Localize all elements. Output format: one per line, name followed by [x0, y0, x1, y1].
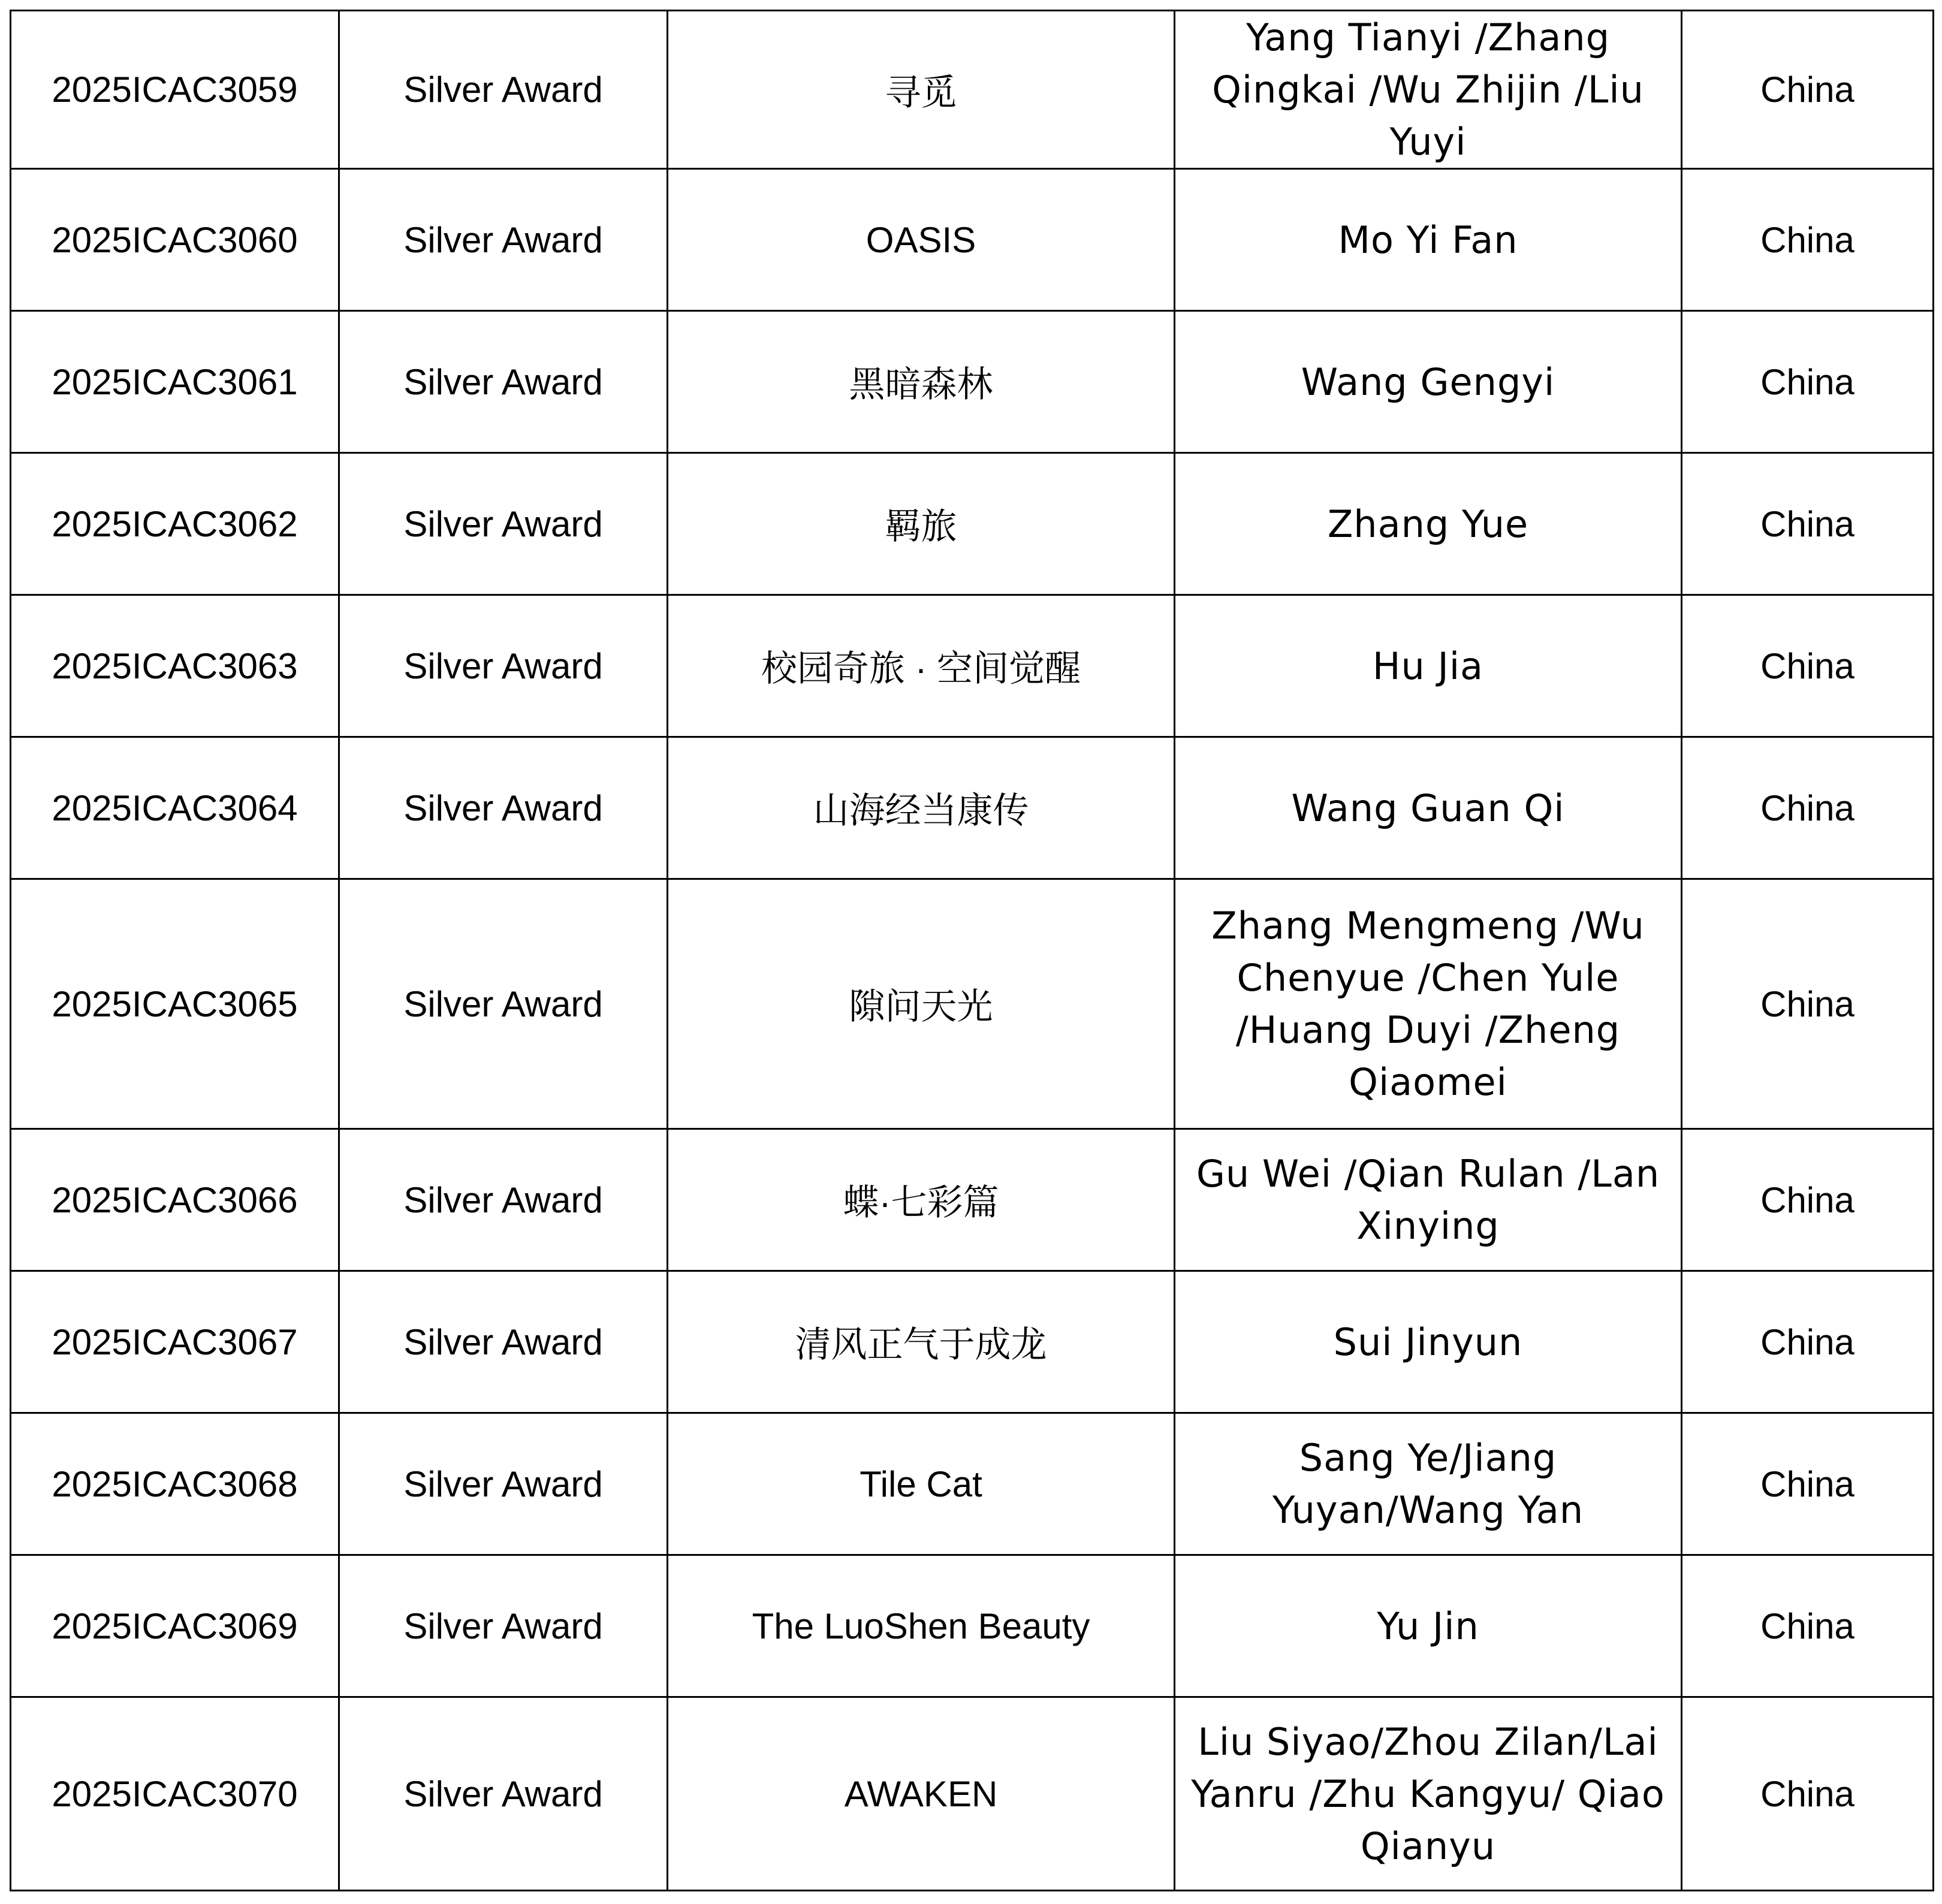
award-level: Silver Award: [339, 311, 668, 453]
authors: Mo Yi Fan: [1175, 169, 1682, 311]
award-level: Silver Award: [339, 595, 668, 737]
award-level: Silver Award: [339, 1697, 668, 1891]
award-level: Silver Award: [339, 1555, 668, 1697]
entry-id: 2025ICAC3067: [11, 1271, 339, 1413]
country: China: [1682, 11, 1934, 169]
awards-table-container: [10, 10, 1934, 1891]
award-level: Silver Award: [339, 1413, 668, 1555]
entry-id: 2025ICAC3068: [11, 1413, 339, 1555]
entry-id: 2025ICAC3063: [11, 595, 339, 737]
entry-id: 2025ICAC3065: [11, 879, 339, 1129]
table-row: [11, 1413, 1934, 1555]
country: China: [1682, 737, 1934, 879]
authors: Zhang Mengmeng /Wu Chenyue /Chen Yule /Huang Duyi /Zheng Qiaomei: [1175, 879, 1682, 1129]
country: China: [1682, 1413, 1934, 1555]
award-level: Silver Award: [339, 879, 668, 1129]
country: China: [1682, 1271, 1934, 1413]
authors: Sang Ye/Jiang Yuyan/Wang Yan: [1175, 1413, 1682, 1555]
work-title: 黑暗森林: [668, 311, 1175, 453]
entry-id: 2025ICAC3069: [11, 1555, 339, 1697]
entry-id: 2025ICAC3059: [11, 11, 339, 169]
work-title: AWAKEN: [668, 1697, 1175, 1891]
award-level: Silver Award: [339, 737, 668, 879]
authors: Sui Jinyun: [1175, 1271, 1682, 1413]
entry-id: 2025ICAC3064: [11, 737, 339, 879]
table-row: [11, 1271, 1934, 1413]
work-title: 蝶·七彩篇: [668, 1129, 1175, 1271]
authors: Yu Jin: [1175, 1555, 1682, 1697]
authors: Yang Tianyi /Zhang Qingkai /Wu Zhijin /Liu Yuyi: [1175, 11, 1682, 169]
entry-id: 2025ICAC3061: [11, 311, 339, 453]
work-title: Tile Cat: [668, 1413, 1175, 1555]
authors: Hu Jia: [1175, 595, 1682, 737]
award-level: Silver Award: [339, 169, 668, 311]
table-row: [11, 11, 1934, 169]
work-title: 羁旅: [668, 453, 1175, 595]
awards-table: [10, 10, 1934, 1891]
entry-id: 2025ICAC3070: [11, 1697, 339, 1891]
work-title: 校园奇旅 · 空间觉醒: [668, 595, 1175, 737]
country: China: [1682, 1555, 1934, 1697]
entry-id: 2025ICAC3066: [11, 1129, 339, 1271]
authors: Zhang Yue: [1175, 453, 1682, 595]
authors: Liu Siyao/Zhou Zilan/Lai Yanru /Zhu Kangyu/ Qiao Qianyu: [1175, 1697, 1682, 1891]
table-row: [11, 737, 1934, 879]
work-title: 山海经当康传: [668, 737, 1175, 879]
table-row: [11, 169, 1934, 311]
entry-id: 2025ICAC3062: [11, 453, 339, 595]
country: China: [1682, 311, 1934, 453]
table-row: [11, 595, 1934, 737]
table-row: [11, 1697, 1934, 1891]
table-row: [11, 1555, 1934, 1697]
country: China: [1682, 595, 1934, 737]
country: China: [1682, 1697, 1934, 1891]
country: China: [1682, 1129, 1934, 1271]
work-title: OASIS: [668, 169, 1175, 311]
authors: Gu Wei /Qian Rulan /Lan Xinying: [1175, 1129, 1682, 1271]
work-title: 寻觅: [668, 11, 1175, 169]
award-level: Silver Award: [339, 453, 668, 595]
country: China: [1682, 453, 1934, 595]
award-level: Silver Award: [339, 1129, 668, 1271]
table-row: [11, 1129, 1934, 1271]
work-title: 隙问天光: [668, 879, 1175, 1129]
authors: Wang Gengyi: [1175, 311, 1682, 453]
table-row: [11, 453, 1934, 595]
table-row: [11, 311, 1934, 453]
table-row: [11, 879, 1934, 1129]
award-level: Silver Award: [339, 1271, 668, 1413]
award-level: Silver Award: [339, 11, 668, 169]
country: China: [1682, 879, 1934, 1129]
entry-id: 2025ICAC3060: [11, 169, 339, 311]
country: China: [1682, 169, 1934, 311]
work-title: The LuoShen Beauty: [668, 1555, 1175, 1697]
work-title: 清风正气于成龙: [668, 1271, 1175, 1413]
authors: Wang Guan Qi: [1175, 737, 1682, 879]
